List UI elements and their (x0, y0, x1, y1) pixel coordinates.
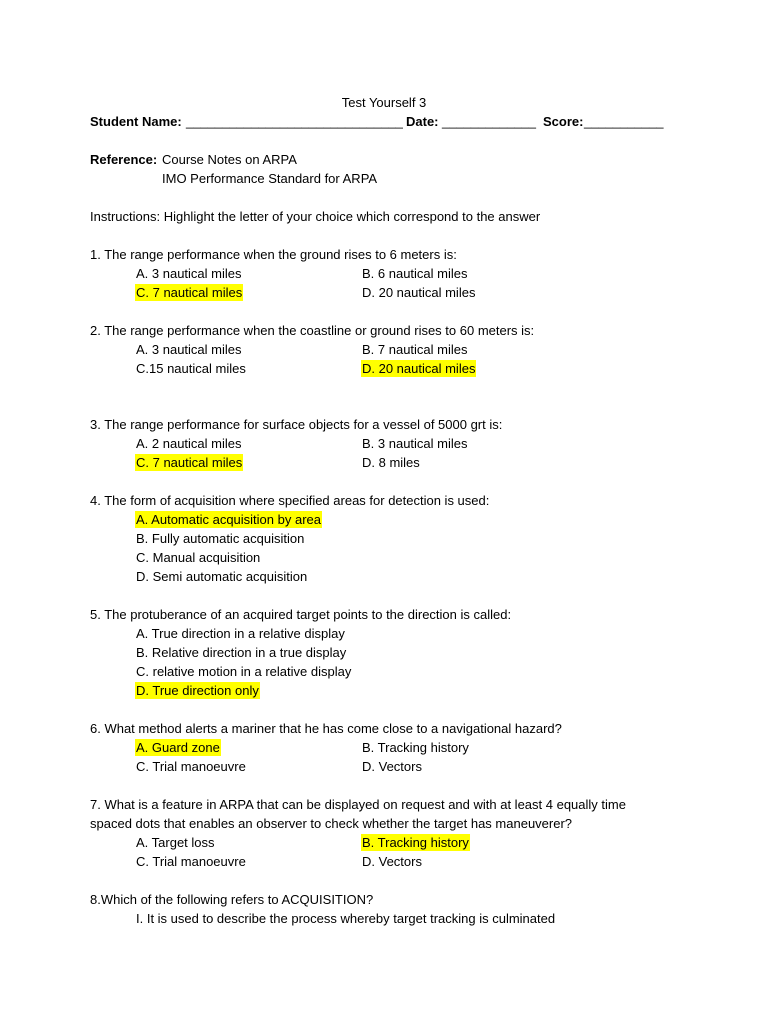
answer-option: B. 6 nautical miles (362, 266, 468, 281)
answer-option: A. Target loss (136, 835, 215, 850)
question-text: 2. The range performance when the coastline or ground rises to 60 meters is: (90, 323, 535, 338)
answer-option-highlighted: B. Tracking history (362, 835, 469, 850)
answer-option-highlighted: C. 7 nautical miles (136, 455, 243, 470)
question-text: 3. The range performance for surface objects for a vessel of 5000 grt is: (90, 417, 503, 432)
student-name-label: Student Name: (90, 114, 182, 129)
answer-option-highlighted: D. True direction only (136, 683, 259, 698)
answer-option: A. 3 nautical miles (136, 266, 242, 281)
answer-option: B. Relative direction in a true display (136, 645, 347, 660)
score-blank: ___________ (584, 114, 664, 129)
answer-option-highlighted: A. Guard zone (136, 740, 220, 755)
answer-option: D. Semi automatic acquisition (136, 569, 308, 584)
answer-option: D. 20 nautical miles (362, 285, 476, 300)
question-text: 4. The form of acquisition where specified areas for detection is used: (90, 493, 490, 508)
answer-option: B. 7 nautical miles (362, 342, 468, 357)
answer-option: D. Vectors (362, 759, 422, 774)
answer-option: C.15 nautical miles (136, 361, 246, 376)
date-label: Date: (406, 114, 439, 129)
question-text: 5. The protuberance of an acquired target points to the direction is called: (90, 607, 512, 622)
reference-item: Course Notes on ARPA (162, 152, 297, 167)
question-text: 7. What is a feature in ARPA that can be displayed on request and with at least 4 equally time (90, 797, 626, 812)
answer-option: B. 3 nautical miles (362, 436, 468, 451)
reference-label: Reference: (90, 152, 158, 167)
answer-option-highlighted: A. Automatic acquisition by area (136, 512, 321, 527)
date-blank: _____________ (442, 114, 536, 129)
question-text: 6. What method alerts a mariner that he has come close to a navigational hazard? (90, 721, 562, 736)
answer-option: A. True direction in a relative display (136, 626, 345, 641)
answer-option-highlighted: C. 7 nautical miles (136, 285, 243, 300)
answer-option: B. Fully automatic acquisition (136, 531, 305, 546)
student-name-blank: ______________________________ (186, 114, 403, 129)
answer-option: C. Manual acquisition (136, 550, 261, 565)
reference-item: IMO Performance Standard for ARPA (162, 171, 378, 186)
answer-option: I. It is used to describe the process whereby target tracking is culminated (136, 911, 556, 926)
question-text: 8.Which of the following refers to ACQUISITION? (90, 892, 374, 907)
answer-option: C. Trial manoeuvre (136, 759, 246, 774)
score-label: Score: (543, 114, 584, 129)
answer-option: C. Trial manoeuvre (136, 854, 246, 869)
answer-option: D. 8 miles (362, 455, 420, 470)
answer-option: D. Vectors (362, 854, 422, 869)
question-text: 1. The range performance when the ground rises to 6 meters is: (90, 247, 457, 262)
document-title: Test Yourself 3 (341, 95, 427, 110)
question-text-continued: spaced dots that enables an observer to check whether the target has maneuverer? (90, 816, 573, 831)
answer-option: B. Tracking history (362, 740, 469, 755)
answer-option: A. 2 nautical miles (136, 436, 242, 451)
instructions-text: Instructions: Highlight the letter of your choice which correspond to the answer (90, 209, 541, 224)
answer-option-highlighted: D. 20 nautical miles (362, 361, 476, 376)
answer-option: A. 3 nautical miles (136, 342, 242, 357)
answer-option: C. relative motion in a relative display (136, 664, 352, 679)
